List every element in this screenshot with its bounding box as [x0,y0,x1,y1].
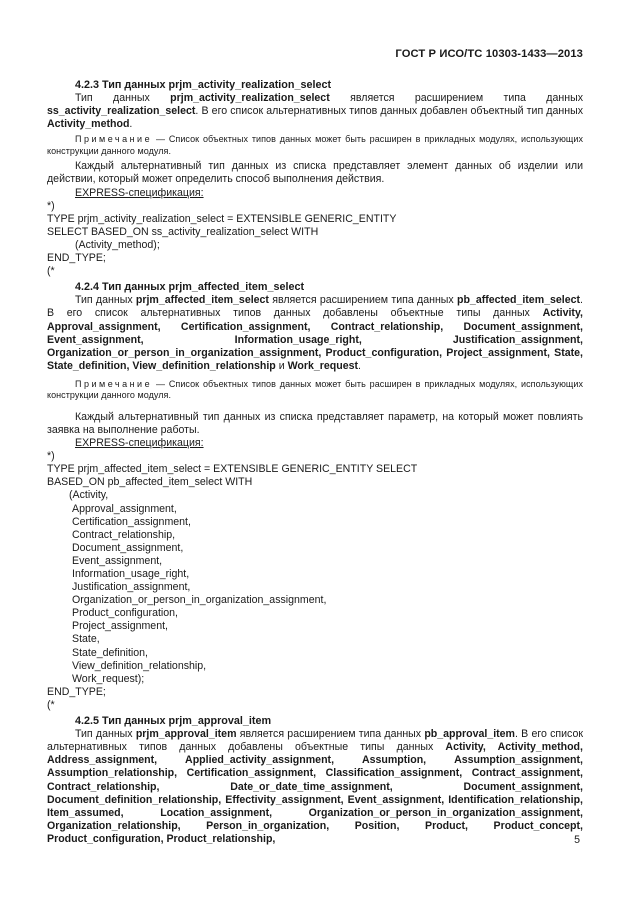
express-code-line: Contract_relationship, [72,528,176,541]
express-code-line: State, [72,633,100,646]
paragraph-4-2-5-intro: Тип данных prjm_approval_item является расширением типа данных pb_approval_item. В его список альтернативных типов данных добавлены объектные типы данных Activity, Activity_method, Address_assignment, Applied_activity_assignment, Assumption, Assumption_assignment, Assumption_relationship, Certification_assignment, Classification_assignment, Contract_assignment, Contract_relationship, Date_or_date_time_assignment, Document_assignment, Document_definition_relationship, Effectivity_assignment, Event_assignment, Identification_relationship, Item_assumed, Location_assignment, Organization_or_person_in_organization_assignment, Organization_relationship, Person_in_organization, Position, Product, Product_concept, Product_configuration, Product_relationship, [47,728,583,845]
express-code-items-4-2-4 [47,503,583,686]
note-4-2-4: Примечание — Список объектных типов данных может быть расширен в прикладных модулях, использующих конструкции данного модуля. [47,378,583,401]
express-code-line: Event_assignment, [72,554,163,567]
document-body [47,79,583,846]
express-code-line: Information_usage_right, [72,568,190,580]
express-code-line: Document_assignment, [72,541,184,554]
express-code-line: Approval_assignment, [72,502,177,515]
express-label-4-2-3: EXPRESS-спецификация: [75,186,204,199]
express-code-line: Justification_assignment, [72,581,191,594]
section-heading-4-2-4: 4.2.4 Тип данных prjm_affected_item_select [75,281,305,294]
note-4-2-3: Примечание — Список объектных типов данных может быть расширен в прикладных модулях, использующих конструкции данного модуля. [47,134,583,156]
page-number: 5 [574,833,580,846]
section-heading-4-2-5: 4.2.5 Тип данных prjm_approval_item [75,715,272,728]
express-code-line: Product_configuration, [72,607,179,620]
express-code-line: Work_request); [72,672,145,685]
paragraph-4-2-3-intro: Тип данных prjm_activity_realization_select является расширением типа данных ss_activity_realization_select. В его список альтернативных типов данных добавлен объектный тип данных Activity_method. [47,92,583,131]
express-code-line: Project_assignment, [72,620,168,633]
express-code-line: Organization_or_person_in_organization_assignment, [72,594,327,607]
paragraph-4-2-4-desc: Каждый альтернативный тип данных из списка представляет параметр, на который может повлиять заявка на выполнение работы. [47,410,583,436]
paragraph-4-2-4-intro: Тип данных prjm_affected_item_select является расширением типа данных pb_affected_item_select. В его список альтернативных типов данных добавлены объектные типы данных Activity, Approval_assignment, Certification_assignment, Contract_relationship, Document_assignment, Event_assignment, Information_usage_right, Justification_assignment, Organization_or_person_in_organization_assignment, Product_configuration, Project_assignment, State, State_definition, View_definition_relationship и Work_request. [47,294,583,372]
express-label-4-2-4: EXPRESS-спецификация: [75,437,204,450]
paragraph-4-2-3-desc: Каждый альтернативный тип данных из списка представляет элемент данных об изделии или действии, который может определить способ выполнения действия. [47,160,583,186]
document-header: ГОСТ Р ИСО/ТС 10303-1433—2013 [395,48,583,60]
section-heading-4-2-3: 4.2.3 Тип данных prjm_activity_realization_select [75,79,332,91]
express-code-line: Certification_assignment, [72,515,191,528]
express-code-line: View_definition_relationship, [72,659,207,672]
express-code-4-2-3: *) TYPE prjm_activity_realization_select = EXTENSIBLE GENERIC_ENTITY SELECT BASED_ON ss_activity_realization_select WITH (Activity_method); END_TYPE; (* [47,199,397,278]
express-code-line: State_definition, [72,646,148,659]
express-code-4-2-4: *) TYPE prjm_affected_item_select = EXTENSIBLE GENERIC_ENTITY SELECT BASED_ON pb_affected_item_select WITH (Activity, Approval_assignment, Certification_assignment, Contract_relationship, Document_assignment, Event_assignment, Information_usage_right, Justification_assignment, Organization_or_person_in_organization_assignment, Product_configuration, Project_assignment, State, State_definition, View_definition_relationship, Work_request); END_TYPE; (* [47,450,583,712]
